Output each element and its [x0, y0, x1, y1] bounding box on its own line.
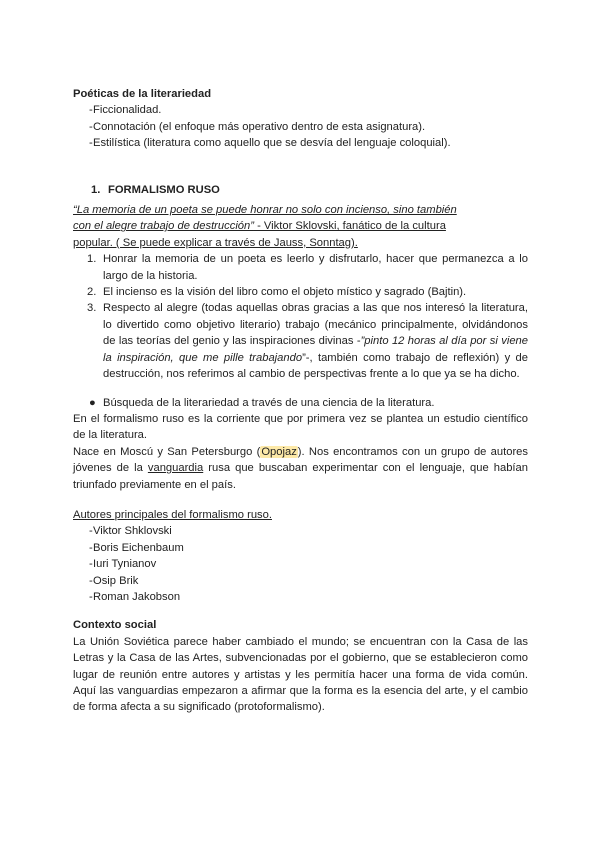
list-item: - Ficcionalidad.	[73, 102, 528, 118]
autores-title: Autores principales del formalismo ruso.	[73, 508, 272, 521]
paragraph: Nace en Moscú y San Petersburgo (Opojaz). Nos encontramos con un grupo de autores jóvenes de la vanguardia rusa que buscaban experimentar con el lenguaje, que habían triunfado previamente en el país.	[73, 445, 528, 491]
list-item: - Boris Eichenbaum	[73, 540, 528, 556]
section-number: 1.	[91, 183, 101, 196]
list-item: - Roman Jakobson	[73, 589, 528, 605]
quote-attribution-2: popular. ( Se puede explicar a través de Jauss, Sonntag).	[73, 236, 358, 249]
list-item: - Osip Brik	[73, 573, 528, 589]
quote-text-2: con el alegre trabajo de destrucción”	[73, 220, 254, 233]
quote-attribution: - Viktor Sklovski, fanático de la cultura	[253, 220, 446, 233]
poeticas-title: Poéticas de la literariedad	[73, 88, 212, 100]
poeticas-list	[73, 102, 528, 151]
list-item: - Connotación (el enfoque más operativo dentro de esta asignatura).	[73, 119, 528, 135]
section-title: FORMALISMO RUSO	[108, 183, 220, 196]
section-heading-formalismo	[73, 182, 528, 198]
list-item: 1. Honrar la memoria de un poeta es leerlo y disfrutarlo, hacer que permanezca a lo largo de la historia.	[87, 253, 528, 282]
list-item: - Viktor Shklovski	[73, 523, 528, 539]
bullet-item: ● Búsqueda de la literariedad a través de una ciencia de la literatura.	[73, 395, 528, 411]
autores-list	[73, 523, 528, 605]
formalismo-numbered-list	[73, 251, 528, 382]
bullet-icon: ●	[89, 396, 96, 409]
paragraph: En el formalismo ruso es la corriente que por primera vez se plantea un estudio científico de la literatura.	[73, 412, 528, 442]
epigraph-quote	[73, 202, 528, 251]
quote-text-1: “La memoria de un poeta se puede honrar no solo con incienso, sino también	[73, 204, 457, 217]
list-item: 3. Respecto al alegre (todas aquellas obras gracias a las que nos interesó la literatura, lo divertido como objetivo literario) trabajo (mecánico principalmente, olvidándonos de las teorías del genio y las inspiraciones divinas -”pinto 12 horas al día por si viene la inspiración, que me pille trabajando”-, también como trabajo de reflexión) y de destrucción, nos referimos al cambio de perspectivas frente a lo que ya se ha dicho.	[87, 302, 528, 381]
list-item: 2. El incienso es la visión del libro como el objeto místico y sagrado (Bajtin).	[87, 286, 467, 299]
document-page	[73, 86, 528, 716]
list-item: - Iuri Tynianov	[73, 556, 528, 572]
highlight-opojaz: Opojaz	[261, 445, 297, 458]
contexto-title: Contexto social	[73, 619, 157, 632]
contexto-paragraph: La Unión Soviética parece haber cambiado el mundo; se encuentran con la Casa de las Letras y la Casa de las Artes, subvencionadas por el gobierno, que se establecieron como lugar de reunión entre autores y artistas y les permitía hacer una forma de vida común. Aquí las vanguardias empezaron a afirmar que la forma es la esencia del arte, y el cambio de forma afecta a su significado (protoformalismo).	[73, 635, 528, 714]
list-item: - Estilística (literatura como aquello que se desvía del lenguaje coloquial).	[73, 135, 528, 151]
